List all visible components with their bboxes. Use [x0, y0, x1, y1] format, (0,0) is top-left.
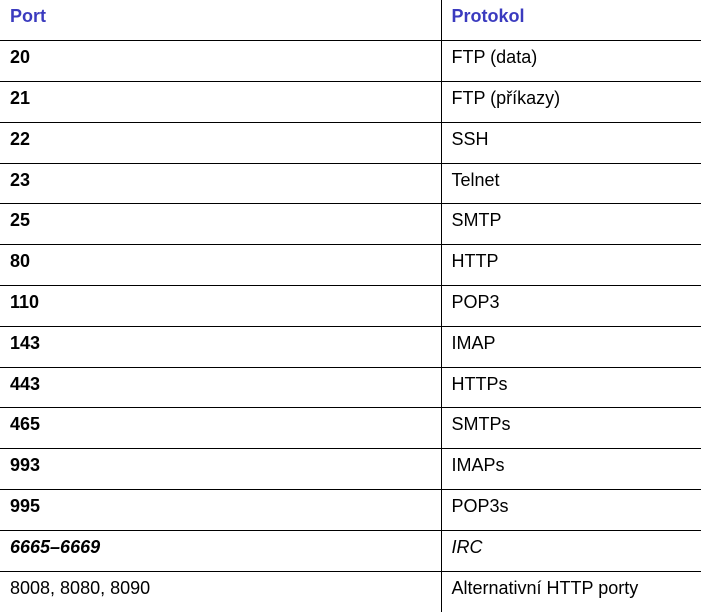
protocol-cell: HTTP — [441, 245, 701, 286]
protocol-cell: POP3s — [441, 490, 701, 531]
port-cell: 25 — [0, 204, 441, 245]
table-row — [0, 204, 701, 245]
protocol-cell: FTP (data) — [441, 41, 701, 82]
table-header-row — [0, 0, 701, 41]
protocol-cell: SMTP — [441, 204, 701, 245]
port-cell: 20 — [0, 41, 441, 82]
port-cell: 21 — [0, 82, 441, 123]
port-cell: 143 — [0, 326, 441, 367]
table-row — [0, 286, 701, 327]
protocol-cell: Telnet — [441, 163, 701, 204]
protocol-cell: FTP (příkazy) — [441, 82, 701, 123]
table-row — [0, 490, 701, 531]
protocol-cell: IMAPs — [441, 449, 701, 490]
header-port: Port — [10, 6, 46, 26]
port-cell: 8008, 8080, 8090 — [0, 571, 441, 612]
port-cell: 993 — [0, 449, 441, 490]
table-row — [0, 449, 701, 490]
table-row — [0, 82, 701, 123]
table-row — [0, 122, 701, 163]
protocol-cell: SSH — [441, 122, 701, 163]
protocol-cell: IRC — [441, 530, 701, 571]
port-cell: 80 — [0, 245, 441, 286]
protocol-cell: IMAP — [441, 326, 701, 367]
table-row — [0, 408, 701, 449]
port-cell: 465 — [0, 408, 441, 449]
table-row — [0, 326, 701, 367]
port-cell: 110 — [0, 286, 441, 327]
table-row — [0, 571, 701, 612]
table-row — [0, 530, 701, 571]
protocol-cell: Alternativní HTTP porty — [441, 571, 701, 612]
port-cell: 22 — [0, 122, 441, 163]
port-cell: 443 — [0, 367, 441, 408]
protocol-cell: HTTPs — [441, 367, 701, 408]
port-cell: 23 — [0, 163, 441, 204]
port-cell: 995 — [0, 490, 441, 531]
protocol-cell: POP3 — [441, 286, 701, 327]
header-protocol: Protokol — [441, 0, 701, 41]
protocol-cell: SMTPs — [441, 408, 701, 449]
table-row — [0, 163, 701, 204]
port-cell: 6665–6669 — [0, 530, 441, 571]
table-row — [0, 367, 701, 408]
table-row — [0, 41, 701, 82]
table-row — [0, 245, 701, 286]
